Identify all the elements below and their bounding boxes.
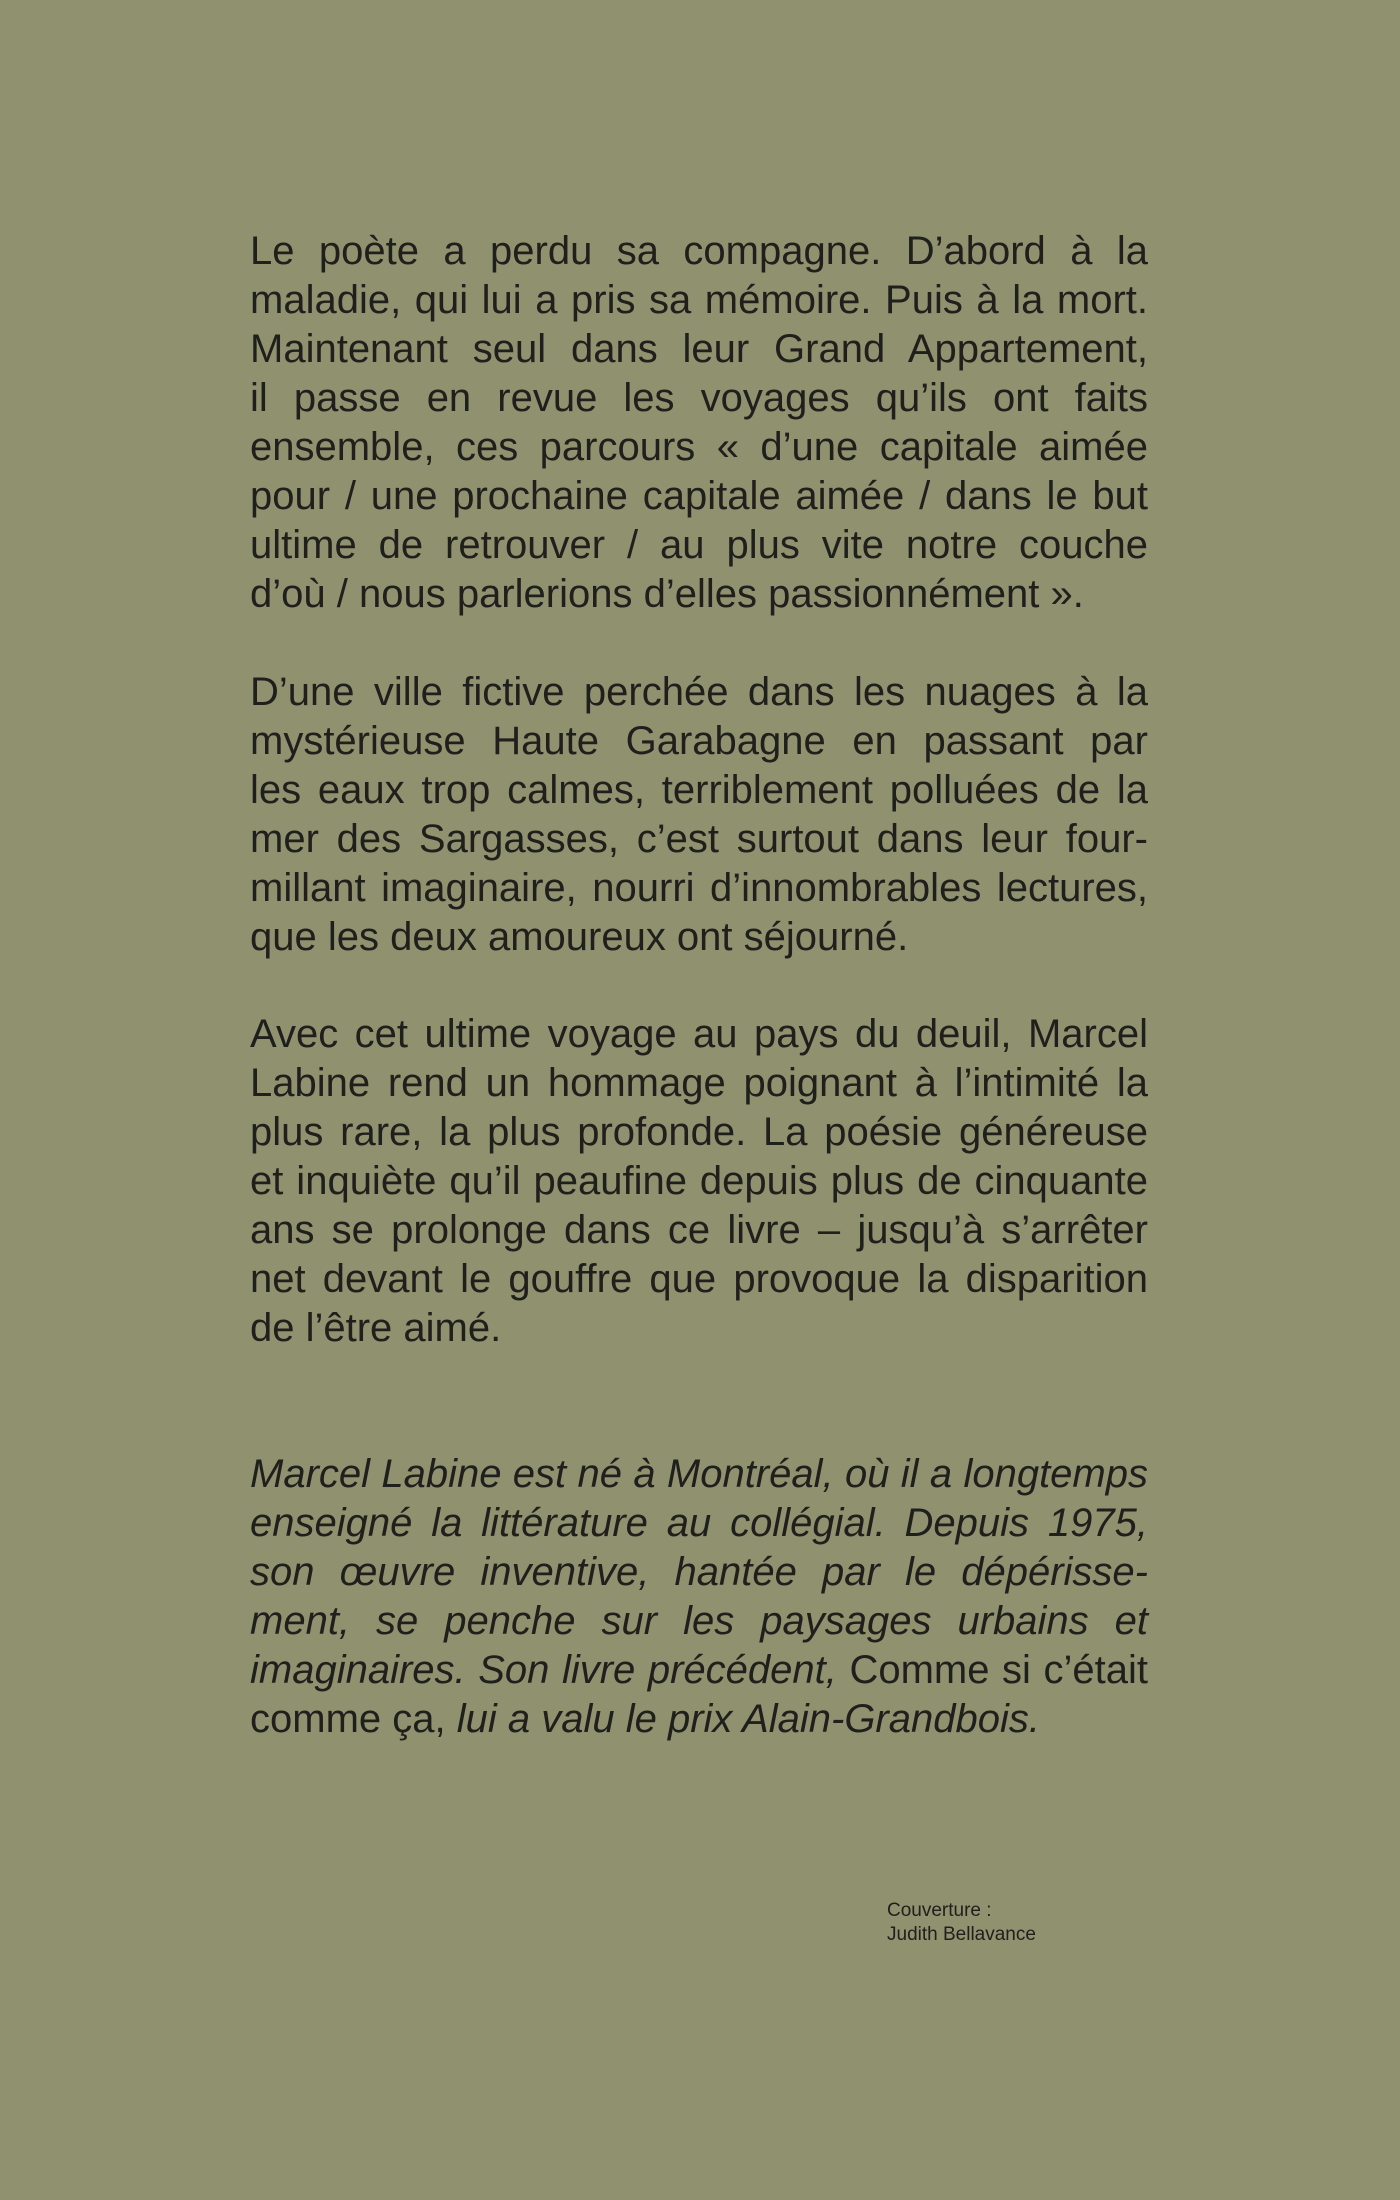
- text-line: plus rare, la plus profonde. La poésie généreuse: [250, 1110, 1148, 1154]
- text-line: Labine rend un hommage poignant à l’intimité la: [250, 1061, 1148, 1105]
- text-line: Le poète a perdu sa compagne. D’abord à la: [250, 229, 1148, 273]
- text-line: mystérieuse Haute Garabagne en passant par: [250, 719, 1148, 763]
- text-line: et inquiète qu’il peaufine depuis plus de cinquante: [250, 1159, 1148, 1203]
- summary-paragraph-1: [250, 227, 1148, 619]
- text-line: ans se prolonge dans ce livre – jusqu’à s’arrêter: [250, 1208, 1148, 1252]
- text-line: de l’être aimé.: [250, 1306, 502, 1350]
- bio-line: enseigné la littérature au collégial. Depuis 1975,: [250, 1501, 1148, 1545]
- text-line: que les deux amoureux ont séjourné.: [250, 915, 909, 959]
- text-line: ultime de retrouver / au plus vite notre couche: [250, 523, 1148, 567]
- text-line: D’une ville fictive perchée dans les nuages à la: [250, 670, 1148, 714]
- text-line: pour / une prochaine capitale aimée / dans le but: [250, 474, 1148, 518]
- bio-line-text: lui a valu le prix Alain-Grandbois.: [456, 1697, 1040, 1741]
- credit-label: Couverture :: [887, 1900, 992, 1921]
- bio-line: [250, 1695, 1148, 1744]
- credit-name: Judith Bellavance: [887, 1924, 1036, 1945]
- text-line: Maintenant seul dans leur Grand Appartement,: [250, 327, 1148, 371]
- text-line: les eaux trop calmes, terriblement polluées de la: [250, 768, 1148, 812]
- text-line: Avec cet ultime voyage au pays du deuil, Marcel: [250, 1012, 1148, 1056]
- text-line: net devant le gouffre que provoque la disparition: [250, 1257, 1148, 1301]
- summary-paragraph-3: [250, 1010, 1148, 1353]
- bio-line-text: imaginaires. Son livre précédent,: [250, 1648, 837, 1692]
- text-line: ensemble, ces parcours « d’une capitale aimée: [250, 425, 1148, 469]
- author-bio: [250, 1450, 1148, 1744]
- bio-line: Marcel Labine est né à Montréal, où il a longtemps: [250, 1452, 1148, 1496]
- text-line: millant imaginaire, nourri d’innombrables lectures,: [250, 866, 1148, 910]
- book-title-continued: comme ça,: [250, 1697, 446, 1741]
- text-line: il passe en revue les voyages qu’ils ont faits: [250, 376, 1148, 420]
- text-line: maladie, qui lui a pris sa mémoire. Puis à la mort.: [250, 278, 1148, 322]
- text-line: mer des Sargasses, c’est surtout dans leur four-: [250, 817, 1148, 861]
- text-line: d’où / nous parlerions d’elles passionnément ».: [250, 572, 1084, 616]
- book-title: Comme si c’était: [849, 1648, 1148, 1692]
- bio-line: son œuvre inventive, hantée par le dépérisse-: [250, 1550, 1148, 1594]
- bio-line: ment, se penche sur les paysages urbains et: [250, 1599, 1148, 1643]
- summary-paragraph-2: [250, 668, 1148, 962]
- bio-line: [250, 1646, 1148, 1695]
- cover-credit: [887, 1899, 1036, 1947]
